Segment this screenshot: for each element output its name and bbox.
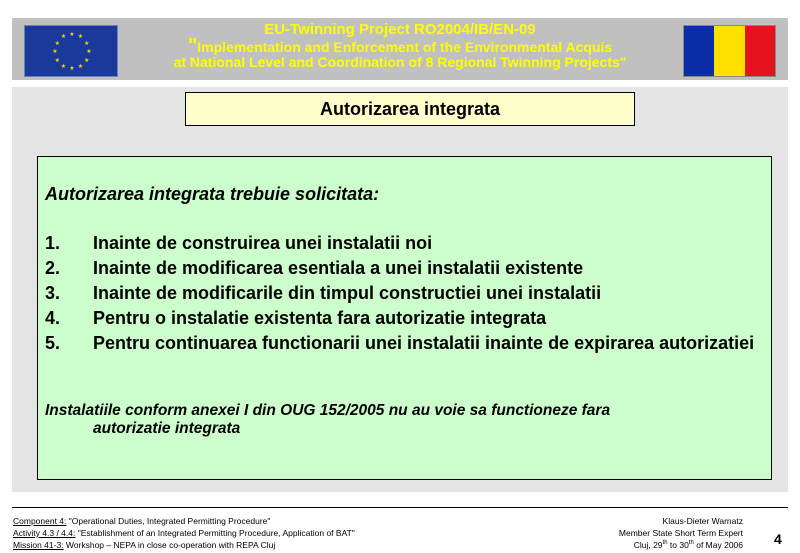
slide-title: Autorizarea integrata [185,92,635,126]
footer-right [483,515,743,551]
list-item-number: 5. [45,333,61,353]
author-name: Klaus-Dieter Warnatz [662,516,743,526]
note-line2: autorizatie integrata [93,420,241,437]
eu-star-icon: ★ [77,34,84,41]
list-item [45,333,765,353]
main-content-box [37,156,772,480]
component-text: "Operational Duties, Integrated Permitting Procedure" [66,516,271,526]
footer-left [13,515,355,551]
project-title: EU-Twinning Project RO2004/IB/EN-09 [264,21,536,38]
eu-star-icon: ★ [60,63,67,70]
eu-star-icon: ★ [77,63,84,70]
eu-star-icon: ★ [60,34,67,41]
romania-flag-icon [683,25,776,77]
subtitle-text-line1: Implementation and Enforcement of the Environmental Acquis [197,39,613,55]
footer-activity [13,527,355,539]
mission-label: Mission 41-3: [13,540,64,550]
date-sup: th [688,540,694,547]
list-item-number: 4. [45,308,61,328]
footer-component [13,515,355,527]
page-number: 4 [774,531,782,547]
list-item [45,308,765,328]
activity-label: Activity 4.3 / 4.4: [13,528,76,538]
list-item-number: 2. [45,258,61,278]
eu-flag-icon [24,25,118,77]
note-text [45,402,745,438]
component-label: Component 4: [13,516,67,526]
event-date [483,539,743,551]
project-subtitle-line2: at National Level and Coordination of 8 Regional Twinning Projects" [173,54,627,70]
flag-stripe-yellow [714,26,744,76]
main-heading: Autorizarea integrata trebuie solicitata: [45,184,380,204]
date-mid: to 30 [667,540,689,550]
eu-star-icon: ★ [84,40,90,47]
requirements-list [45,233,765,353]
list-item-text: Inainte de modificarea esentiala a unei instalatii existente [93,258,584,278]
mission-text: Workshop – NEPA in close co-operation with REPA Cluj [63,540,276,550]
eu-star-icon: ★ [54,40,60,47]
header-text [122,21,678,70]
list-item [45,233,765,253]
date-prefix: Cluj, 29 [633,540,663,550]
footer-mission [13,539,355,551]
date-sup: th [662,540,668,547]
eu-star-icon: ★ [69,66,75,72]
flag-stripe-red [745,26,775,76]
list-item-text: Inainte de construirea unei instalatii noi [93,233,433,253]
eu-star-icon: ★ [52,49,58,55]
flag-stripe-blue [684,26,714,76]
eu-star-icon: ★ [84,57,90,64]
eu-star-icon: ★ [86,49,92,55]
project-subtitle-line1 [122,35,678,57]
date-suffix: of May 2006 [693,540,743,550]
list-item [45,283,765,303]
quote-mark: " [187,35,198,57]
list-item-text: Pentru o instalatie existenta fara autorizatie integrata [93,308,547,328]
eu-star-icon: ★ [54,57,60,64]
eu-star-icon: ★ [69,32,75,38]
note-line1: Instalatiile conform anexei I din OUG 152/2005 nu au voie sa functioneze fara [45,402,611,419]
list-item-number: 1. [45,233,61,253]
list-item-text: Inainte de modificarile din timpul constructiei unei instalatii [93,283,602,303]
footer-divider [12,507,788,508]
list-item [45,258,765,278]
header-banner [12,18,788,80]
list-item-number: 3. [45,283,61,303]
activity-text: "Establishment of an Integrated Permitting Procedure, Application of BAT" [75,528,355,538]
author-role: Member State Short Term Expert [618,528,743,538]
list-item-text: Pentru continuarea functionarii unei instalatii inainte de expirarea autorizatiei [93,333,755,353]
